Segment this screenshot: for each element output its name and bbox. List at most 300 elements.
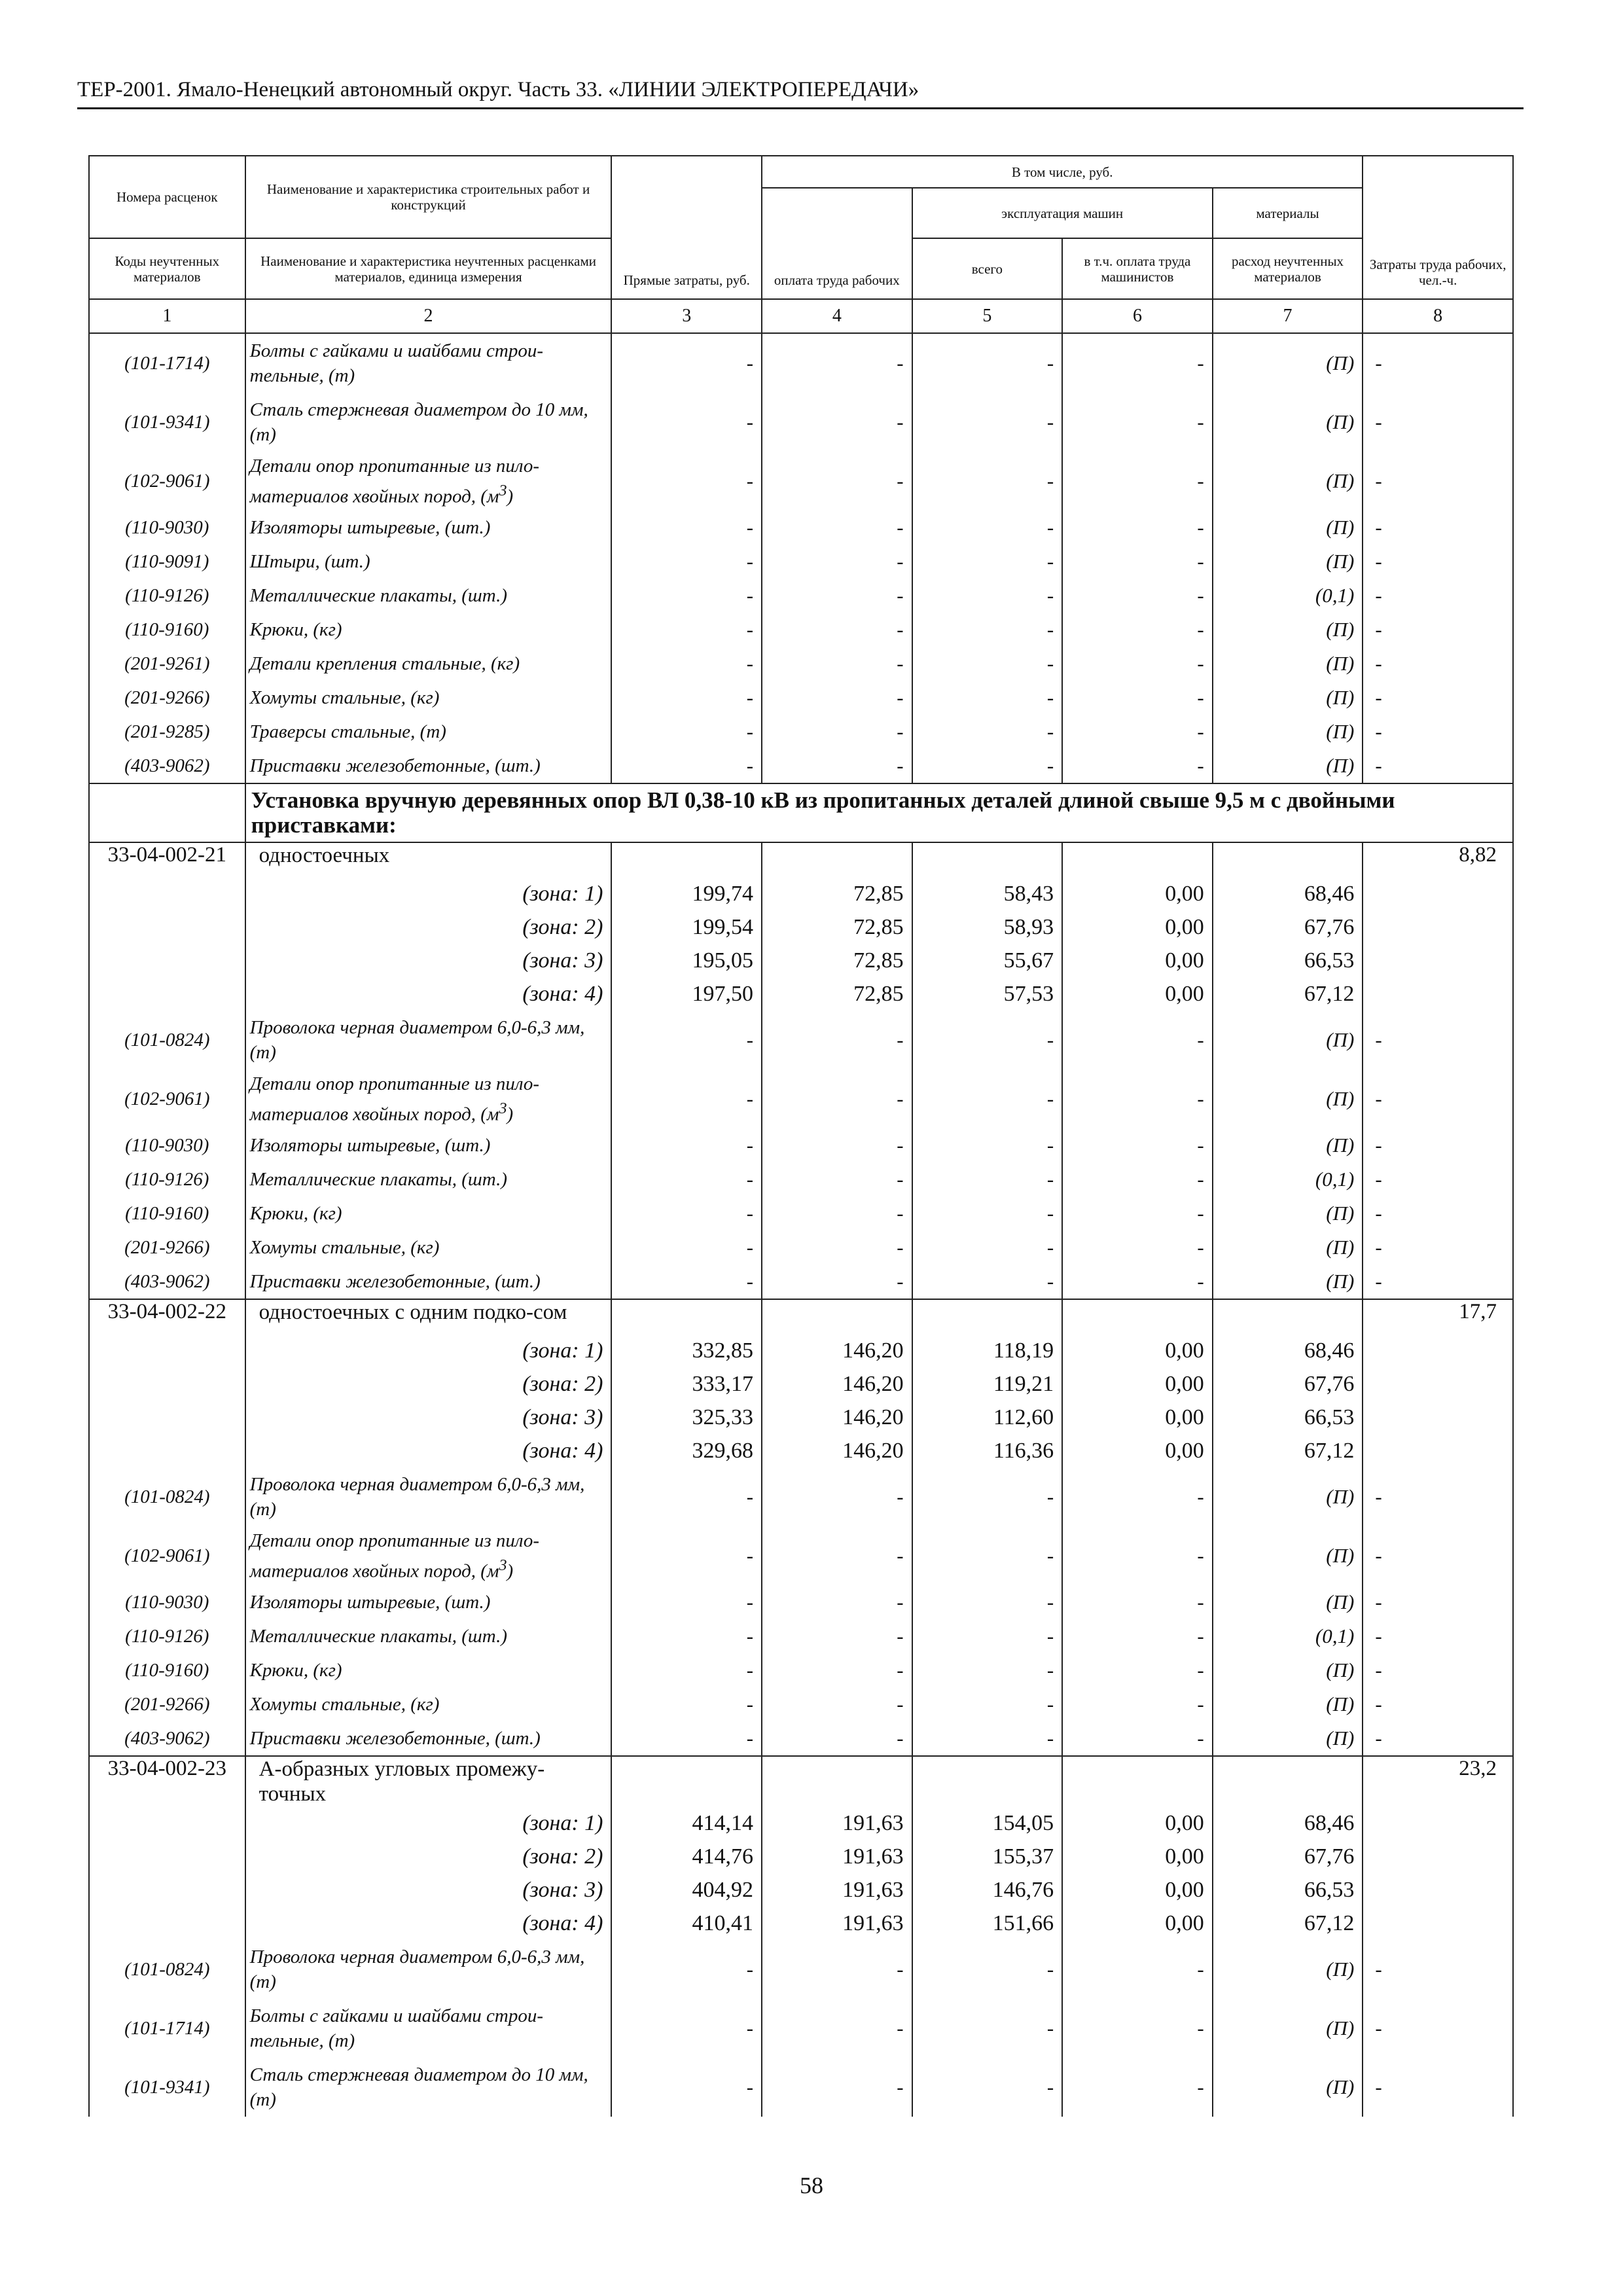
material-consumption: (П) [1213, 452, 1363, 511]
material-name-sup: 3 [499, 1099, 507, 1117]
material-name [245, 1265, 612, 1299]
empty-cell [89, 1401, 245, 1434]
dash-cell: - [762, 681, 912, 715]
material-name [245, 1162, 612, 1196]
dash-cell: - [611, 452, 762, 511]
material-consumption: (П) [1213, 1687, 1363, 1721]
zone-row [89, 877, 1513, 910]
material-code: (110-9030) [89, 1585, 245, 1619]
labor-dash: - [1363, 1653, 1513, 1687]
dash-cell: - [762, 452, 912, 511]
column-numbers-row [89, 299, 1513, 333]
zone-label: (зона: 2) [245, 910, 612, 944]
empty-cell [1062, 1756, 1213, 1806]
dash-cell: - [1062, 1585, 1213, 1619]
dash-cell: - [1062, 1230, 1213, 1265]
zone-row [89, 1806, 1513, 1840]
dash-cell: - [1062, 1128, 1213, 1162]
dash-cell: - [1062, 2058, 1213, 2117]
material-code: (101-0824) [89, 1011, 245, 1069]
zone-row [89, 944, 1513, 977]
material-consumption: (П) [1213, 1011, 1363, 1069]
empty-cell [89, 1907, 245, 1940]
material-row [89, 333, 1513, 393]
materials-cost: 68,46 [1213, 877, 1363, 910]
material-code: (101-9341) [89, 2058, 245, 2117]
material-name-end: ) [507, 486, 514, 507]
empty-cell [1363, 944, 1513, 977]
material-consumption: (П) [1213, 1653, 1363, 1687]
material-name-sup: 3 [499, 1556, 507, 1574]
material-row [89, 1653, 1513, 1687]
materials-cost: 66,53 [1213, 944, 1363, 977]
material-name [245, 1999, 612, 2058]
material-name [245, 715, 612, 749]
empty-cell [89, 1873, 245, 1907]
dash-cell: - [762, 1653, 912, 1687]
dash-cell: - [762, 1526, 912, 1585]
machinist-wages: 0,00 [1062, 1434, 1213, 1467]
materials-cost: 67,12 [1213, 1907, 1363, 1940]
material-code: (201-9266) [89, 1230, 245, 1265]
material-consumption: (П) [1213, 749, 1363, 783]
dash-cell: - [762, 1687, 912, 1721]
dash-cell: - [611, 393, 762, 452]
dash-cell: - [912, 1940, 1063, 1999]
rates-table [88, 155, 1514, 2117]
empty-cell [1363, 910, 1513, 944]
dash-cell: - [611, 1687, 762, 1721]
material-row [89, 545, 1513, 579]
dash-cell: - [912, 1585, 1063, 1619]
header-total: всего [912, 238, 1063, 299]
dash-cell: - [1062, 1162, 1213, 1196]
machines-total: 154,05 [912, 1806, 1063, 1840]
dash-cell: - [611, 511, 762, 545]
material-name-text: Металлические плакаты, (шт.) [249, 585, 508, 606]
rate-number: 33-04-002-22 [89, 1299, 245, 1334]
empty-cell [1213, 1756, 1363, 1806]
dash-cell: - [611, 1653, 762, 1687]
wages: 146,20 [762, 1401, 912, 1434]
material-name [245, 1585, 612, 1619]
column-number: 5 [912, 299, 1063, 333]
material-name-text: Приставки железобетонные, (шт.) [249, 1728, 541, 1749]
empty-cell [1363, 977, 1513, 1011]
material-consumption: (П) [1213, 681, 1363, 715]
machines-total: 118,19 [912, 1334, 1063, 1367]
rate-item-row [89, 1299, 1513, 1334]
labor-dash: - [1363, 1265, 1513, 1299]
dash-cell: - [1062, 579, 1213, 613]
empty-cell [912, 1299, 1063, 1334]
material-code: (101-1714) [89, 1999, 245, 2058]
machines-total: 112,60 [912, 1401, 1063, 1434]
empty-cell [89, 1334, 245, 1367]
dash-cell: - [611, 1265, 762, 1299]
empty-cell [89, 977, 245, 1011]
material-name-text: Приставки железобетонные, (шт.) [249, 1271, 541, 1292]
machinist-wages: 0,00 [1062, 1873, 1213, 1907]
direct-costs: 410,41 [611, 1907, 762, 1940]
material-consumption: (П) [1213, 2058, 1363, 2117]
dash-cell: - [912, 579, 1063, 613]
material-row [89, 647, 1513, 681]
labor-dash: - [1363, 749, 1513, 783]
direct-costs: 414,14 [611, 1806, 762, 1840]
dash-cell: - [762, 2058, 912, 2117]
empty-cell [1213, 1299, 1363, 1334]
material-row [89, 1069, 1513, 1128]
dash-cell: - [1062, 1999, 1213, 2058]
material-row [89, 452, 1513, 511]
material-name [245, 749, 612, 783]
material-row [89, 1526, 1513, 1585]
direct-costs: 325,33 [611, 1401, 762, 1434]
empty-cell [89, 910, 245, 944]
zone-label: (зона: 2) [245, 1840, 612, 1873]
materials-cost: 67,76 [1213, 1367, 1363, 1401]
dash-cell: - [1062, 1196, 1213, 1230]
dash-cell: - [762, 393, 912, 452]
material-name [245, 1196, 612, 1230]
header-unaccounted-materials: расход неучтенных материалов [1213, 238, 1363, 299]
direct-costs: 195,05 [611, 944, 762, 977]
zone-row [89, 1434, 1513, 1467]
dash-cell: - [762, 1721, 912, 1756]
material-row [89, 1585, 1513, 1619]
empty-cell [1062, 1299, 1213, 1334]
dash-cell: - [762, 1467, 912, 1526]
rate-labor: 8,82 [1363, 842, 1513, 877]
material-row [89, 1467, 1513, 1526]
dash-cell: - [611, 1196, 762, 1230]
material-consumption: (П) [1213, 1585, 1363, 1619]
dash-cell: - [912, 1128, 1063, 1162]
material-row [89, 1230, 1513, 1265]
material-row [89, 1940, 1513, 1999]
dash-cell: - [912, 1196, 1063, 1230]
dash-cell: - [611, 1230, 762, 1265]
material-code: (201-9266) [89, 681, 245, 715]
material-row [89, 579, 1513, 613]
zone-label: (зона: 2) [245, 1367, 612, 1401]
material-name [245, 1653, 612, 1687]
dash-cell: - [611, 1619, 762, 1653]
materials-cost: 67,76 [1213, 1840, 1363, 1873]
material-name-text: Проволока черная диаметром 6,0-6,3 мм, (т) [249, 1946, 585, 1992]
dash-cell: - [1062, 545, 1213, 579]
material-name-text: Изоляторы штыревые, (шт.) [249, 517, 491, 538]
empty-cell [1363, 1367, 1513, 1401]
dash-cell: - [912, 1069, 1063, 1128]
material-name [245, 393, 612, 452]
dash-cell: - [1062, 511, 1213, 545]
dash-cell: - [762, 1162, 912, 1196]
dash-cell: - [912, 1230, 1063, 1265]
dash-cell: - [912, 545, 1063, 579]
labor-dash: - [1363, 1196, 1513, 1230]
rate-labor: 17,7 [1363, 1299, 1513, 1334]
direct-costs: 333,17 [611, 1367, 762, 1401]
rate-item-row [89, 842, 1513, 877]
material-code: (101-0824) [89, 1467, 245, 1526]
dash-cell: - [1062, 681, 1213, 715]
labor-dash: - [1363, 1128, 1513, 1162]
labor-dash: - [1363, 1162, 1513, 1196]
material-consumption: (П) [1213, 545, 1363, 579]
dash-cell: - [912, 1687, 1063, 1721]
rate-item-row [89, 1756, 1513, 1806]
machinist-wages: 0,00 [1062, 910, 1213, 944]
material-name-end: ) [507, 1103, 514, 1125]
dash-cell: - [1062, 452, 1213, 511]
dash-cell: - [611, 579, 762, 613]
zone-row [89, 1334, 1513, 1367]
rate-name: А-образных угловых промежу-точных [245, 1756, 612, 1806]
material-row [89, 715, 1513, 749]
material-code: (101-0824) [89, 1940, 245, 1999]
material-row [89, 1721, 1513, 1756]
material-name-text: Траверсы стальные, (т) [249, 721, 446, 742]
wages: 146,20 [762, 1434, 912, 1467]
direct-costs: 414,76 [611, 1840, 762, 1873]
material-code: (110-9126) [89, 1162, 245, 1196]
dash-cell: - [611, 1467, 762, 1526]
material-name [245, 1128, 612, 1162]
wages: 72,85 [762, 944, 912, 977]
material-name-text: Хомуты стальные, (кг) [249, 687, 440, 708]
dash-cell: - [912, 1162, 1063, 1196]
material-name-text: Сталь стержневая диаметром до 10 мм, (т) [249, 2064, 588, 2110]
dash-cell: - [1062, 715, 1213, 749]
material-consumption: (П) [1213, 1069, 1363, 1128]
zone-row [89, 977, 1513, 1011]
dash-cell: - [611, 1940, 762, 1999]
dash-cell: - [912, 1999, 1063, 2058]
dash-cell: - [1062, 1687, 1213, 1721]
direct-costs: 199,54 [611, 910, 762, 944]
material-code: (201-9261) [89, 647, 245, 681]
material-code: (102-9061) [89, 452, 245, 511]
dash-cell: - [912, 452, 1063, 511]
material-row [89, 1619, 1513, 1653]
dash-cell: - [1062, 1011, 1213, 1069]
zone-label: (зона: 1) [245, 1334, 612, 1367]
header-number-top: Номера расценок [89, 156, 245, 238]
material-consumption: (П) [1213, 1526, 1363, 1585]
material-code: (110-9030) [89, 511, 245, 545]
zone-row [89, 1401, 1513, 1434]
material-name-text: Крюки, (кг) [249, 1203, 342, 1224]
dash-cell: - [611, 681, 762, 715]
material-name-text: Проволока черная диаметром 6,0-6,3 мм, (т) [249, 1017, 585, 1063]
labor-dash: - [1363, 1011, 1513, 1069]
material-code: (403-9062) [89, 1721, 245, 1756]
column-number: 6 [1062, 299, 1213, 333]
zone-label: (зона: 4) [245, 977, 612, 1011]
wages: 191,63 [762, 1907, 912, 1940]
header-including: В том числе, руб. [762, 156, 1363, 188]
materials-cost: 67,76 [1213, 910, 1363, 944]
labor-dash: - [1363, 647, 1513, 681]
material-consumption: (0,1) [1213, 1162, 1363, 1196]
material-name [245, 452, 612, 511]
dash-cell: - [611, 545, 762, 579]
material-name-text: Детали опор пропитанные из пило-материалов хвойных пород, (м [249, 1530, 540, 1582]
labor-dash: - [1363, 613, 1513, 647]
empty-cell [912, 1756, 1063, 1806]
dash-cell: - [762, 579, 912, 613]
dash-cell: - [1062, 613, 1213, 647]
material-code: (110-9091) [89, 545, 245, 579]
section-row [89, 783, 1513, 842]
machinist-wages: 0,00 [1062, 1806, 1213, 1840]
dash-cell: - [611, 333, 762, 393]
machines-total: 58,93 [912, 910, 1063, 944]
material-name [245, 1467, 612, 1526]
materials-cost: 67,12 [1213, 977, 1363, 1011]
dash-cell: - [611, 1162, 762, 1196]
header-materials: материалы [1213, 188, 1363, 238]
zone-label: (зона: 3) [245, 944, 612, 977]
labor-dash: - [1363, 2058, 1513, 2117]
dash-cell: - [1062, 1619, 1213, 1653]
wages: 191,63 [762, 1840, 912, 1873]
dash-cell: - [912, 511, 1063, 545]
dash-cell: - [912, 1011, 1063, 1069]
wages: 72,85 [762, 877, 912, 910]
material-name-text: Болты с гайками и шайбами строи-тельные, (т) [249, 340, 543, 386]
materials-cost: 68,46 [1213, 1334, 1363, 1367]
column-number: 2 [245, 299, 612, 333]
material-name-sup: 3 [499, 481, 507, 499]
material-name [245, 1526, 612, 1585]
dash-cell: - [762, 647, 912, 681]
material-name [245, 1069, 612, 1128]
material-row [89, 511, 1513, 545]
machinist-wages: 0,00 [1062, 877, 1213, 910]
labor-dash: - [1363, 1999, 1513, 2058]
material-code: (101-9341) [89, 393, 245, 452]
material-consumption: (П) [1213, 511, 1363, 545]
rate-number: 33-04-002-23 [89, 1756, 245, 1806]
wages: 191,63 [762, 1873, 912, 1907]
dash-cell: - [611, 1585, 762, 1619]
machines-total: 119,21 [912, 1367, 1063, 1401]
material-name [245, 511, 612, 545]
column-number: 3 [611, 299, 762, 333]
material-row [89, 681, 1513, 715]
zone-row [89, 1873, 1513, 1907]
labor-dash: - [1363, 715, 1513, 749]
wages: 72,85 [762, 977, 912, 1011]
labor-dash: - [1363, 511, 1513, 545]
column-number: 8 [1363, 299, 1513, 333]
rate-number: 33-04-002-21 [89, 842, 245, 877]
dash-cell: - [611, 715, 762, 749]
material-code: (110-9126) [89, 1619, 245, 1653]
dash-cell: - [611, 613, 762, 647]
empty-cell [611, 842, 762, 877]
dash-cell: - [762, 1585, 912, 1619]
zone-label: (зона: 3) [245, 1873, 612, 1907]
machinist-wages: 0,00 [1062, 1367, 1213, 1401]
material-consumption: (П) [1213, 1265, 1363, 1299]
material-consumption: (П) [1213, 1999, 1363, 2058]
material-row [89, 1999, 1513, 2058]
material-consumption: (0,1) [1213, 1619, 1363, 1653]
material-code: (110-9030) [89, 1128, 245, 1162]
empty-cell [89, 877, 245, 910]
empty-cell [912, 842, 1063, 877]
rate-items [89, 842, 1513, 2117]
rate-name: одностоечных [245, 842, 612, 877]
column-number: 7 [1213, 299, 1363, 333]
dash-cell: - [1062, 1069, 1213, 1128]
labor-dash: - [1363, 545, 1513, 579]
dash-cell: - [762, 1619, 912, 1653]
material-consumption: (П) [1213, 1128, 1363, 1162]
material-name-text: Изоляторы штыревые, (шт.) [249, 1135, 491, 1156]
material-name [245, 1230, 612, 1265]
material-name-text: Детали опор пропитанные из пило-материалов хвойных пород, (м [249, 1073, 540, 1125]
machines-total: 58,43 [912, 877, 1063, 910]
material-name-text: Хомуты стальные, (кг) [249, 1237, 440, 1258]
material-row [89, 749, 1513, 783]
dash-cell: - [762, 511, 912, 545]
material-code: (403-9062) [89, 1265, 245, 1299]
dash-cell: - [762, 1265, 912, 1299]
upper-materials [89, 333, 1513, 783]
empty-cell [1363, 1434, 1513, 1467]
labor-dash: - [1363, 1069, 1513, 1128]
material-consumption: (П) [1213, 1467, 1363, 1526]
direct-costs: 332,85 [611, 1334, 762, 1367]
material-consumption: (П) [1213, 715, 1363, 749]
rate-name: одностоечных с одним подко-сом [245, 1299, 612, 1334]
material-name-text: Металлические плакаты, (шт.) [249, 1169, 508, 1190]
material-name [245, 1721, 612, 1756]
material-consumption: (П) [1213, 647, 1363, 681]
header-direct-costs: Прямые затраты, руб. [611, 156, 762, 299]
header-name-top: Наименование и характеристика строительных работ и конструкций [245, 156, 612, 238]
labor-dash: - [1363, 393, 1513, 452]
rate-labor: 23,2 [1363, 1756, 1513, 1806]
dash-cell: - [611, 749, 762, 783]
dash-cell: - [762, 1999, 912, 2058]
zone-label: (зона: 4) [245, 1434, 612, 1467]
zone-row [89, 1367, 1513, 1401]
empty-cell [762, 1299, 912, 1334]
dash-cell: - [1062, 1265, 1213, 1299]
material-name [245, 545, 612, 579]
empty-cell [89, 1840, 245, 1873]
dash-cell: - [762, 715, 912, 749]
dash-cell: - [1062, 333, 1213, 393]
labor-dash: - [1363, 579, 1513, 613]
empty-cell [1363, 1401, 1513, 1434]
dash-cell: - [1062, 1526, 1213, 1585]
zone-label: (зона: 1) [245, 1806, 612, 1840]
header-machinist-wages: в т.ч. оплата труда машинистов [1062, 238, 1213, 299]
machinist-wages: 0,00 [1062, 977, 1213, 1011]
material-name-text: Крюки, (кг) [249, 1660, 342, 1681]
machines-total: 57,53 [912, 977, 1063, 1011]
empty-cell [762, 1756, 912, 1806]
dash-cell: - [762, 1069, 912, 1128]
empty-cell [1363, 1806, 1513, 1840]
